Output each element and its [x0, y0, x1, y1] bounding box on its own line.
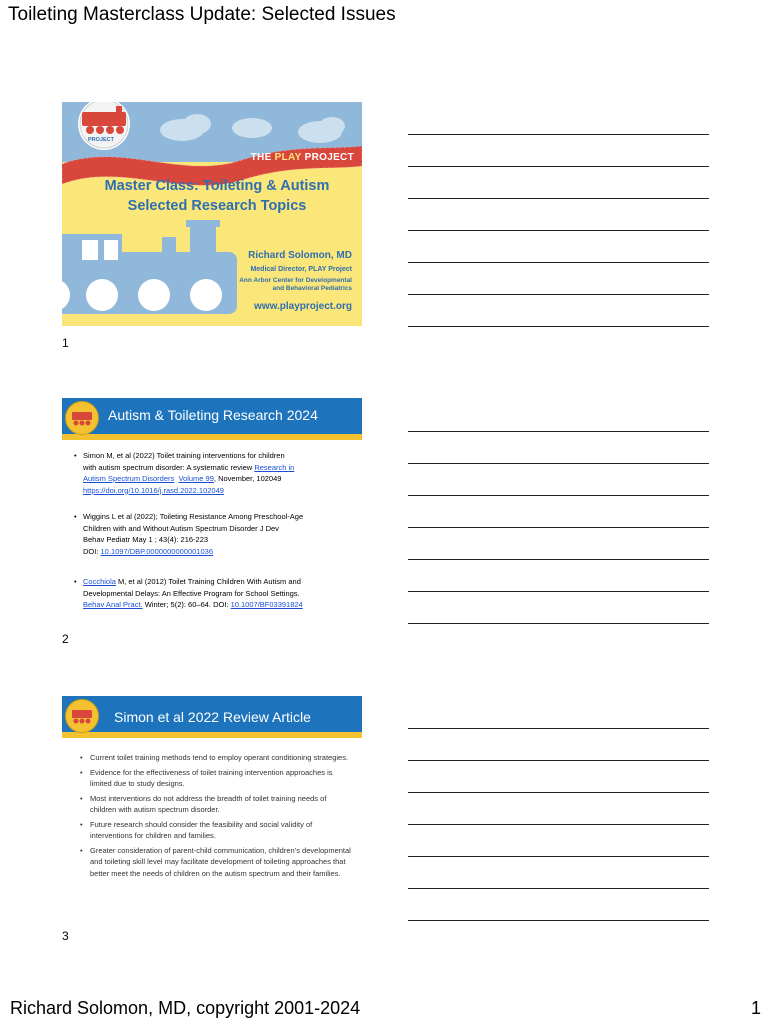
list-item: • Current toilet training methods tend to employ operant conditioning strategies. [80, 753, 349, 762]
page-number: 1 [750, 998, 761, 1018]
slide-2-thumbnail[interactable] [62, 398, 362, 624]
reference-2: • Wiggins L et al (2022); Toileting Resistance Among Preschool-Age Children with and Without Autism Spectrum Disorder J Dev Behav Pediatr May 1 ; 43(4): 216-223 DOI: 10.1097/DBP.0000000000001036 [74, 512, 304, 556]
doi-link-3[interactable]: 10.1007/BF03391824 [230, 600, 303, 609]
author-name: Richard Solomon, MD [248, 250, 352, 261]
slide-number-1: 1 [62, 336, 69, 350]
affiliation-line-2: and Behavioral Pediatrics [272, 285, 352, 292]
review-findings-list [80, 752, 352, 882]
list-item: • Future research should consider the feasibility and social validity of interventions for children and families. [80, 819, 313, 840]
list-item: • Most interventions do not address the breadth of toilet training needs of children with autism spectrum disorder. [80, 793, 327, 814]
document-title: Toileting Masterclass Update: Selected Issues [8, 4, 396, 25]
author-link[interactable]: Cocchiola [83, 577, 116, 586]
slide-number-3: 3 [62, 929, 69, 943]
list-item: • Evidence for the effectiveness of toilet training intervention approaches is limited due to study designs. [80, 767, 333, 788]
document-footer: Richard Solomon, MD, copyright 2001-2024 [10, 998, 361, 1018]
reference-3: • Cocchiola M, et al (2012) Toilet Training Children With Autism and Developmental Delays: An Effective Program for School Settings. Behav Anal Pract. Winter; 5(2): 60–64. DOI: 10.1007/BF03391824 [74, 577, 303, 609]
journal-link[interactable]: Research in [254, 462, 295, 472]
play-project-badge-icon [65, 401, 99, 435]
slide-number-2: 2 [62, 632, 69, 646]
slide-1-thumbnail[interactable] [62, 102, 362, 326]
affiliation-line-1: Ann Arbor Center for Developmental [239, 277, 352, 284]
reference-1: • Simon M, et al (2022) Toilet training interventions for children with autism spectrum disorder: A systematic review Research in Autism Spectrum Disorders Volume 99, November, 102049 https://doi.org/10.1016/j.rasd.2022.102049 [74, 451, 295, 495]
list-item: • Greater consideration of parent-child communication, children’s developmental and toileting skill level may facilitate development of toileting approaches that better meet the needs of children on the autism spectrum and their families. [80, 845, 351, 878]
journal-name-link[interactable]: Autism Spectrum Disorders [83, 474, 175, 483]
slide-3-title: Simon et al 2022 Review Article [114, 709, 311, 725]
doi-link-1[interactable]: https://doi.org/10.1016/j.rasd.2022.102049 [83, 485, 224, 495]
logo-project-label: PROJECT [88, 137, 114, 143]
cloud-shapes [160, 114, 345, 143]
volume-link[interactable]: Volume 99 [178, 474, 214, 483]
brand-wordmark: THE PLAY PROJECT [250, 152, 354, 163]
author-role: Medical Director, PLAY Project [250, 266, 352, 273]
play-project-badge-icon [65, 699, 99, 733]
website-url: www.playproject.org [254, 301, 352, 312]
journal-abbrev-link[interactable]: Behav Anal Pract. [83, 600, 143, 609]
slide-2-header [62, 398, 362, 440]
slide-2-title: Autism & Toileting Research 2024 [108, 407, 318, 423]
slide-3-header [62, 696, 362, 738]
slide-1-title: Master Class: Toileting & Autism Selected Research Topics [104, 178, 330, 214]
slide-3-thumbnail[interactable] [62, 696, 362, 922]
doi-link-2[interactable]: 10.1097/DBP.0000000000001036 [100, 546, 213, 556]
